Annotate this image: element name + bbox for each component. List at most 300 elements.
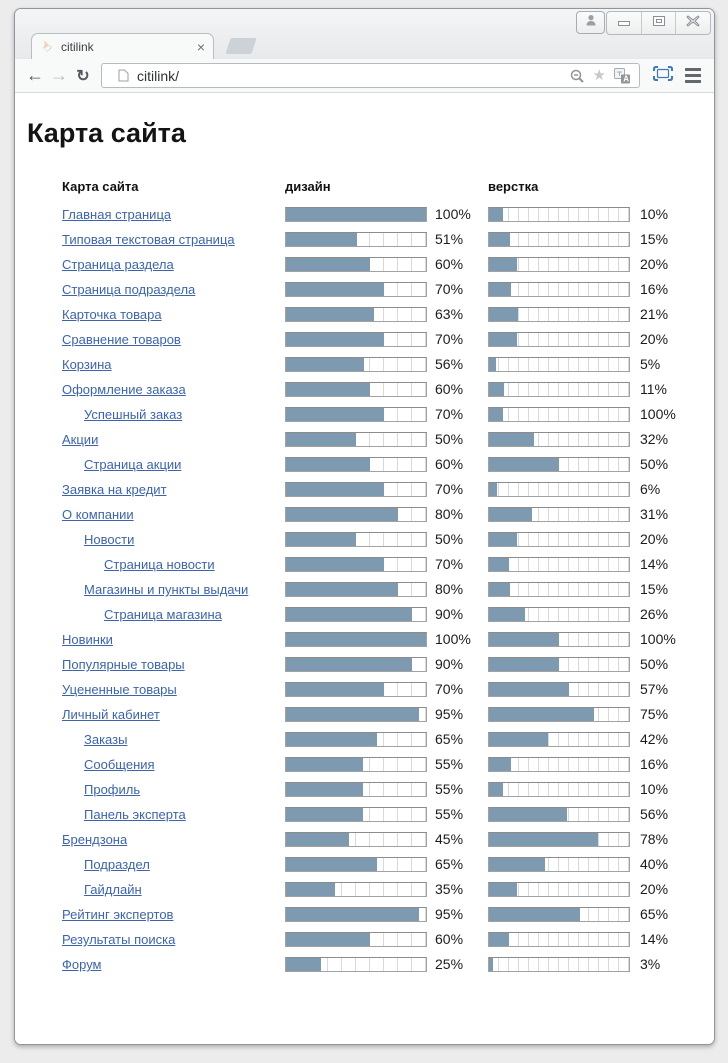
design-bar-fill <box>286 933 370 946</box>
layout-progress-bar <box>488 357 630 372</box>
layout-percent-label: 10% <box>640 206 669 222</box>
layout-progress-bar <box>488 832 630 847</box>
sitemap-link[interactable]: Личный кабинет <box>62 707 160 722</box>
design-progress-bar <box>285 332 427 347</box>
sitemap-row <box>62 632 714 647</box>
layout-percent-label: 16% <box>640 756 669 772</box>
design-percent-label: 45% <box>435 831 464 847</box>
design-percent-label: 25% <box>435 956 464 972</box>
sitemap-link[interactable]: Заказы <box>84 732 128 747</box>
layout-percent-label: 20% <box>640 331 669 347</box>
sitemap-link[interactable]: Подраздел <box>84 857 150 872</box>
design-percent-label: 60% <box>435 931 464 947</box>
page-title: Карта сайта <box>27 118 186 148</box>
design-bar-fill <box>286 408 384 421</box>
sitemap-link[interactable]: О компании <box>62 507 134 522</box>
design-progress-bar <box>285 382 427 397</box>
layout-progress-bar <box>488 732 630 747</box>
sitemap-link[interactable]: Форум <box>62 957 102 972</box>
design-percent-label: 100% <box>435 631 471 647</box>
layout-percent-label: 57% <box>640 681 669 697</box>
design-bar-fill <box>286 758 363 771</box>
design-percent-label: 60% <box>435 456 464 472</box>
sitemap-row <box>62 857 714 872</box>
close-button[interactable] <box>675 12 710 34</box>
design-progress-bar <box>285 932 427 947</box>
layout-bar-cells <box>489 208 629 221</box>
sitemap-link[interactable]: Сообщения <box>84 757 155 772</box>
layout-percent-label: 21% <box>640 306 669 322</box>
toolbar <box>15 59 714 93</box>
sitemap-link[interactable]: Страница магазина <box>104 607 222 622</box>
design-bar-fill <box>286 683 384 696</box>
design-progress-bar <box>285 207 427 222</box>
sitemap-row <box>62 607 714 622</box>
layout-progress-bar <box>488 282 630 297</box>
design-percent-label: 50% <box>435 531 464 547</box>
design-progress-bar <box>285 457 427 472</box>
design-progress-bar <box>285 532 427 547</box>
sitemap-link[interactable]: Типовая текстовая страница <box>62 232 235 247</box>
design-bar-fill <box>286 233 357 246</box>
sitemap-row <box>62 732 714 747</box>
design-bar-fill <box>286 483 384 496</box>
layout-bar-fill <box>489 283 511 296</box>
sitemap-row <box>62 832 714 847</box>
design-progress-bar <box>285 407 427 422</box>
fullscreen-extension-button[interactable] <box>649 63 676 89</box>
minimize-icon <box>617 14 631 32</box>
layout-bar-fill <box>489 733 548 746</box>
design-progress-bar <box>285 307 427 322</box>
reload-icon: ↻ <box>76 67 90 85</box>
design-progress-bar <box>285 357 427 372</box>
design-progress-bar <box>285 257 427 272</box>
design-progress-bar <box>285 582 427 597</box>
design-bar-fill <box>286 333 384 346</box>
layout-bar-fill <box>489 433 534 446</box>
design-bar-fill <box>286 433 356 446</box>
sitemap-link[interactable]: Результаты поиска <box>62 932 176 947</box>
layout-percent-label: 100% <box>640 406 676 422</box>
sitemap-rows <box>62 207 714 972</box>
sitemap-row <box>62 932 714 947</box>
design-bar-fill <box>286 608 412 621</box>
layout-bar-fill <box>489 808 567 821</box>
design-bar-fill <box>286 283 384 296</box>
layout-progress-bar <box>488 632 630 647</box>
layout-bar-fill <box>489 358 496 371</box>
design-bar-fill <box>286 658 412 671</box>
layout-bar-fill <box>489 408 503 421</box>
layout-progress-bar <box>488 857 630 872</box>
design-percent-label: 55% <box>435 806 464 822</box>
layout-percent-label: 20% <box>640 531 669 547</box>
layout-percent-label: 15% <box>640 581 669 597</box>
sitemap-row <box>62 257 714 272</box>
design-percent-label: 90% <box>435 606 464 622</box>
sitemap-link[interactable]: Заявка на кредит <box>62 482 167 497</box>
sitemap-link[interactable]: Страница акции <box>84 457 182 472</box>
layout-percent-label: 10% <box>640 781 669 797</box>
layout-bar-fill <box>489 758 511 771</box>
layout-progress-bar <box>488 532 630 547</box>
layout-bar-cells <box>489 483 629 496</box>
layout-progress-bar <box>488 657 630 672</box>
reload-button[interactable] <box>71 63 95 89</box>
layout-bar-fill <box>489 508 532 521</box>
sitemap-row <box>62 382 714 397</box>
layout-bar-cells <box>489 933 629 946</box>
layout-bar-fill <box>489 208 503 221</box>
sitemap-link[interactable]: Страница подраздела <box>62 282 196 297</box>
design-progress-bar <box>285 282 427 297</box>
design-progress-bar <box>285 732 427 747</box>
layout-progress-bar <box>488 457 630 472</box>
layout-bar-cells <box>489 233 629 246</box>
layout-percent-label: 50% <box>640 456 669 472</box>
layout-bar-fill <box>489 958 493 971</box>
layout-bar-fill <box>489 858 545 871</box>
design-percent-label: 100% <box>435 206 471 222</box>
layout-bar-fill <box>489 883 517 896</box>
layout-bar-fill <box>489 233 510 246</box>
layout-progress-bar <box>488 307 630 322</box>
design-progress-bar <box>285 707 427 722</box>
design-percent-label: 70% <box>435 481 464 497</box>
layout-percent-label: 20% <box>640 881 669 897</box>
layout-bar-fill <box>489 333 517 346</box>
design-progress-bar <box>285 782 427 797</box>
sitemap-row <box>62 657 714 672</box>
design-percent-label: 95% <box>435 906 464 922</box>
layout-bar-fill <box>489 633 559 646</box>
sitemap-row <box>62 407 714 422</box>
sitemap-link[interactable]: Брендзона <box>62 832 128 847</box>
layout-bar-cells <box>489 558 629 571</box>
design-progress-bar <box>285 607 427 622</box>
design-bar-fill <box>286 833 349 846</box>
design-percent-label: 70% <box>435 281 464 297</box>
design-progress-bar <box>285 482 427 497</box>
sitemap-link[interactable]: Сравнение товаров <box>62 332 181 347</box>
design-bar-fill <box>286 708 419 721</box>
sitemap-link[interactable]: Оформление заказа <box>62 382 186 397</box>
sitemap-link[interactable]: Популярные товары <box>62 657 185 672</box>
design-percent-label: 65% <box>435 731 464 747</box>
sitemap-row <box>62 807 714 822</box>
layout-percent-label: 11% <box>640 381 667 397</box>
design-progress-bar <box>285 757 427 772</box>
restore-button[interactable] <box>641 12 676 34</box>
layout-bar-cells <box>489 958 629 971</box>
layout-bar-fill <box>489 308 518 321</box>
forward-button[interactable] <box>47 63 71 89</box>
layout-bar-cells <box>489 408 629 421</box>
sitemap-row <box>62 457 714 472</box>
layout-progress-bar <box>488 257 630 272</box>
tab-title: citilink <box>61 40 94 54</box>
sitemap-row <box>62 207 714 222</box>
layout-progress-bar <box>488 207 630 222</box>
layout-bar-cells <box>489 358 629 371</box>
sitemap-link[interactable]: Главная страница <box>62 207 172 222</box>
layout-progress-bar <box>488 782 630 797</box>
sitemap-row <box>62 707 714 722</box>
page-icon <box>118 69 129 82</box>
layout-bar-fill <box>489 533 517 546</box>
layout-percent-label: 42% <box>640 731 669 747</box>
design-bar-fill <box>286 533 356 546</box>
layout-bar-fill <box>489 258 517 271</box>
layout-percent-label: 15% <box>640 231 669 247</box>
sitemap-row <box>62 682 714 697</box>
design-percent-label: 60% <box>435 381 464 397</box>
bookmark-star-icon[interactable]: ★ <box>592 67 606 84</box>
design-percent-label: 70% <box>435 331 464 347</box>
design-bar-fill <box>286 633 426 646</box>
design-progress-bar <box>285 232 427 247</box>
layout-percent-label: 50% <box>640 656 669 672</box>
layout-progress-bar <box>488 957 630 972</box>
design-bar-fill <box>286 558 384 571</box>
svg-text:A: A <box>623 74 629 84</box>
layout-progress-bar <box>488 882 630 897</box>
layout-progress-bar <box>488 582 630 597</box>
forward-icon: → <box>50 65 68 85</box>
back-icon: ← <box>26 65 44 85</box>
layout-progress-bar <box>488 382 630 397</box>
design-bar-fill <box>286 358 364 371</box>
profile-button[interactable] <box>576 11 605 34</box>
layout-percent-label: 40% <box>640 856 669 872</box>
sitemap-row <box>62 757 714 772</box>
sitemap-link[interactable]: Успешный заказ <box>84 407 183 422</box>
design-progress-bar <box>285 807 427 822</box>
layout-percent-label: 14% <box>640 556 669 572</box>
design-percent-label: 56% <box>435 356 464 372</box>
sitemap-row <box>62 532 714 547</box>
layout-progress-bar <box>488 232 630 247</box>
layout-percent-label: 6% <box>640 481 661 497</box>
design-percent-label: 95% <box>435 706 464 722</box>
design-bar-fill <box>286 508 398 521</box>
layout-percent-label: 100% <box>640 631 676 647</box>
browser-window <box>14 8 715 1045</box>
sitemap-row <box>62 432 714 447</box>
design-percent-label: 51% <box>435 231 464 247</box>
design-percent-label: 70% <box>435 556 464 572</box>
sitemap-row <box>62 482 714 497</box>
design-progress-bar <box>285 957 427 972</box>
design-percent-label: 70% <box>435 406 464 422</box>
column-header-design: дизайн <box>285 179 331 194</box>
design-percent-label: 70% <box>435 681 464 697</box>
layout-bar-fill <box>489 458 559 471</box>
design-bar-fill <box>286 383 370 396</box>
layout-percent-label: 75% <box>640 706 669 722</box>
layout-progress-bar <box>488 907 630 922</box>
layout-percent-label: 65% <box>640 906 669 922</box>
column-header-page: Карта сайта <box>62 179 139 194</box>
back-button[interactable] <box>23 63 47 89</box>
layout-bar-fill <box>489 608 525 621</box>
translate-icon[interactable] <box>614 68 631 84</box>
sitemap-row <box>62 782 714 797</box>
layout-bar-cells <box>489 383 629 396</box>
url-text: citilink/ <box>137 67 180 84</box>
design-bar-fill <box>286 258 370 271</box>
sitemap-row <box>62 557 714 572</box>
design-progress-bar <box>285 882 427 897</box>
layout-bar-fill <box>489 583 510 596</box>
layout-bar-fill <box>489 933 509 946</box>
zoom-out-icon[interactable] <box>569 68 585 84</box>
design-bar-fill <box>286 908 419 921</box>
layout-percent-label: 20% <box>640 256 669 272</box>
layout-progress-bar <box>488 707 630 722</box>
design-bar-fill <box>286 458 370 471</box>
titlebar <box>15 9 714 60</box>
design-percent-label: 65% <box>435 856 464 872</box>
design-progress-bar <box>285 682 427 697</box>
restore-icon <box>652 14 666 32</box>
sitemap-row <box>62 582 714 597</box>
design-bar-fill <box>286 733 377 746</box>
design-bar-fill <box>286 208 426 221</box>
window-controls <box>606 11 711 35</box>
layout-bar-fill <box>489 708 594 721</box>
design-bar-fill <box>286 858 377 871</box>
layout-percent-label: 56% <box>640 806 669 822</box>
design-progress-bar <box>285 557 427 572</box>
close-icon <box>686 14 700 32</box>
sitemap-row <box>62 957 714 972</box>
layout-progress-bar <box>488 682 630 697</box>
sitemap-row <box>62 232 714 247</box>
sitemap-link[interactable]: Новинки <box>62 632 113 647</box>
layout-bar-fill <box>489 783 503 796</box>
sitemap-link[interactable]: Гайдлайн <box>84 882 142 897</box>
sitemap-link[interactable]: Акции <box>62 432 99 447</box>
sitemap-link[interactable]: Рейтинг экспертов <box>62 907 174 922</box>
menu-button[interactable] <box>679 63 706 89</box>
layout-percent-label: 78% <box>640 831 669 847</box>
layout-bar-fill <box>489 833 598 846</box>
layout-percent-label: 14% <box>640 931 669 947</box>
tab-close-icon[interactable]: × <box>196 39 205 55</box>
layout-progress-bar <box>488 557 630 572</box>
minimize-button[interactable] <box>607 12 641 34</box>
sitemap-row <box>62 882 714 897</box>
layout-bar-fill <box>489 658 559 671</box>
layout-progress-bar <box>488 407 630 422</box>
layout-percent-label: 5% <box>640 356 661 372</box>
design-percent-label: 55% <box>435 756 464 772</box>
layout-progress-bar <box>488 482 630 497</box>
design-bar-fill <box>286 958 321 971</box>
design-progress-bar <box>285 907 427 922</box>
layout-bar-cells <box>489 583 629 596</box>
design-percent-label: 60% <box>435 256 464 272</box>
design-bar-fill <box>286 583 398 596</box>
design-progress-bar <box>285 832 427 847</box>
design-percent-label: 55% <box>435 781 464 797</box>
layout-progress-bar <box>488 507 630 522</box>
design-bar-fill <box>286 808 363 821</box>
sitemap-link[interactable]: Новости <box>84 532 135 547</box>
layout-progress-bar <box>488 757 630 772</box>
layout-bar-fill <box>489 908 580 921</box>
layout-bar-fill <box>489 383 504 396</box>
fullscreen-brackets-icon <box>653 66 673 86</box>
design-bar-fill <box>286 308 374 321</box>
sitemap-link[interactable]: Страница раздела <box>62 257 174 272</box>
layout-progress-bar <box>488 607 630 622</box>
sitemap-row <box>62 907 714 922</box>
tab-citilink[interactable] <box>31 33 214 60</box>
layout-bar-fill <box>489 683 569 696</box>
design-percent-label: 90% <box>435 656 464 672</box>
sitemap-row <box>62 507 714 522</box>
design-percent-label: 80% <box>435 506 464 522</box>
design-percent-label: 63% <box>435 306 464 322</box>
sitemap-link[interactable]: Профиль <box>84 782 141 797</box>
person-icon <box>584 13 598 32</box>
column-header-layout: верстка <box>488 179 539 194</box>
layout-bar-fill <box>489 558 509 571</box>
sitemap-row <box>62 357 714 372</box>
sitemap-link[interactable]: Магазины и пункты выдачи <box>84 582 249 597</box>
layout-percent-label: 31% <box>640 506 669 522</box>
layout-progress-bar <box>488 432 630 447</box>
new-tab-button[interactable] <box>225 38 256 54</box>
sitemap-link[interactable]: Панель эксперта <box>84 807 186 822</box>
menu-icon <box>685 68 701 71</box>
citilink-favicon-icon: ☜ <box>36 36 56 56</box>
layout-percent-label: 3% <box>640 956 661 972</box>
design-progress-bar <box>285 657 427 672</box>
sitemap-link[interactable]: Карточка товара <box>62 307 162 322</box>
sitemap-link[interactable]: Корзина <box>62 357 112 372</box>
design-progress-bar <box>285 507 427 522</box>
layout-percent-label: 32% <box>640 431 669 447</box>
sitemap-link[interactable]: Уцененные товары <box>62 682 177 697</box>
layout-progress-bar <box>488 332 630 347</box>
layout-percent-label: 26% <box>640 606 669 622</box>
layout-bar-cells <box>489 783 629 796</box>
layout-progress-bar <box>488 807 630 822</box>
layout-percent-label: 16% <box>640 281 669 297</box>
address-bar[interactable] <box>101 63 640 88</box>
sitemap-link[interactable]: Страница новости <box>104 557 215 572</box>
layout-bar-fill <box>489 483 497 496</box>
design-bar-fill <box>286 883 335 896</box>
sitemap-row <box>62 282 714 297</box>
design-percent-label: 50% <box>435 431 464 447</box>
design-percent-label: 35% <box>435 881 464 897</box>
sitemap-row <box>62 307 714 322</box>
design-bar-fill <box>286 783 363 796</box>
design-progress-bar <box>285 632 427 647</box>
layout-progress-bar <box>488 932 630 947</box>
design-percent-label: 80% <box>435 581 464 597</box>
design-progress-bar <box>285 857 427 872</box>
table-header <box>62 179 714 195</box>
page-content <box>15 94 714 1044</box>
sitemap-row <box>62 332 714 347</box>
design-progress-bar <box>285 432 427 447</box>
